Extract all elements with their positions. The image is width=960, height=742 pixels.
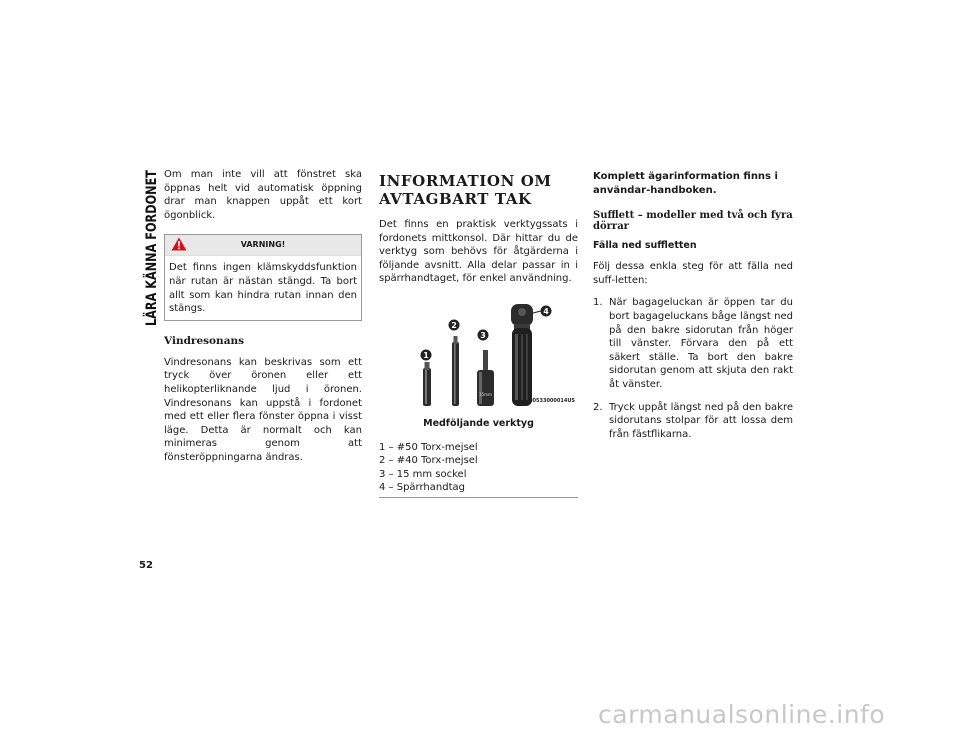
section-heading-vindresonans: Vindresonans [164,334,245,347]
socket-15mm-icon [477,350,494,406]
legend-item: 1 – #50 Torx-mejsel [379,441,478,453]
step-text: Tryck uppåt längst ned på den bakre sidorutans stolpar för att lossa dem från fästflikarna. [609,401,793,440]
column-middle [379,172,578,498]
callout-1-icon [421,349,432,360]
step-text: När bagageluckan är öppen tar du bort bagageluckans båge längst ned på den bakre sidorutan från höger till vänster. Förvara den på ett säkert ställe. Ta bort den bakre sidorutan genom att skjuta den rakt åt vänster. [609,297,793,390]
callout-1-label: 1 [423,350,429,360]
watermark: carmanualsonline.info [598,700,886,729]
window-intro-text: Om man inte vill att fönstret ska öppnas helt vid automatisk öppning drar man knappen uppåt ett kort ögonblick. [164,169,362,221]
tools-figure [379,298,578,416]
toolkit-text: Det finns en praktisk verktygssats i fordonets mittkonsol. Där hittar du de verktyg som behövs för åtgärderna i följande avsnitt. Alla delar passar in i spärrhandtaget, för enkel användning. [379,219,578,285]
steps-list [593,296,793,441]
callout-2-icon [449,319,460,330]
ratchet-handle-icon [511,304,533,406]
callout-3-icon [478,329,489,340]
callout-3-label: 3 [480,330,486,340]
steps-lead-text: Följ dessa enkla steg för att fälla ned suff-letten: [593,261,793,286]
list-item [593,296,793,391]
tools-legend [379,441,578,498]
figure-code: M0533000014US [527,397,575,404]
legend-item: 2 – #40 Torx-mejsel [379,455,478,467]
page-number: 52 [139,560,153,571]
torx-50-bit-icon [423,362,431,406]
owner-info-note: Komplett ägarinformation finns i användar-handboken. [593,171,778,196]
callout-4-icon [533,305,552,316]
section-heading-removable-roof: INFORMATION OM AVTAGBART TAK [379,172,552,208]
column-right [593,170,793,450]
callout-4-label: 4 [543,306,549,316]
list-item [593,401,793,442]
warning-body [165,256,361,319]
socket-size-label: 15mm [479,391,492,397]
subheading-lower-top: Fälla ned suffletten [593,240,697,252]
step-number: 2. [593,401,603,413]
side-section-title-text: LÄRA KÄNNA FORDONET [144,125,160,326]
section-heading-soft-top: Sufflett – modeller med två och fyra dörrar [593,210,793,233]
callout-2-label: 2 [451,320,457,330]
column-left [164,168,362,465]
figure-caption: Medföljande verktyg [423,417,534,429]
warning-box [164,234,362,320]
warning-text: Det finns ingen klämskyddsfunktion när rutan är nästan stängd. Ta bort allt som kan hindra rutan innan den stängs. [169,262,357,315]
step-number: 1. [593,297,603,309]
tools-illustration [379,298,578,416]
side-section-title [122,125,162,328]
warning-header [165,235,361,256]
legend-item: 3 – 15 mm sockel [379,468,467,480]
warning-label: VARNING! [240,240,286,250]
torx-40-bit-icon [452,336,459,406]
vindresonans-text: Vindresonans kan beskrivas som ett tryck över öronen eller ett helikopterliknande ljud i öronen. Vindresonans kan uppstå i fordonet med ett eller flera fönster öppna i visst läge. Detta är normalt och kan minimeras genom att fönsteröppningarna ändras. [164,356,362,463]
legend-item: 4 – Spärrhandtag [379,482,465,494]
